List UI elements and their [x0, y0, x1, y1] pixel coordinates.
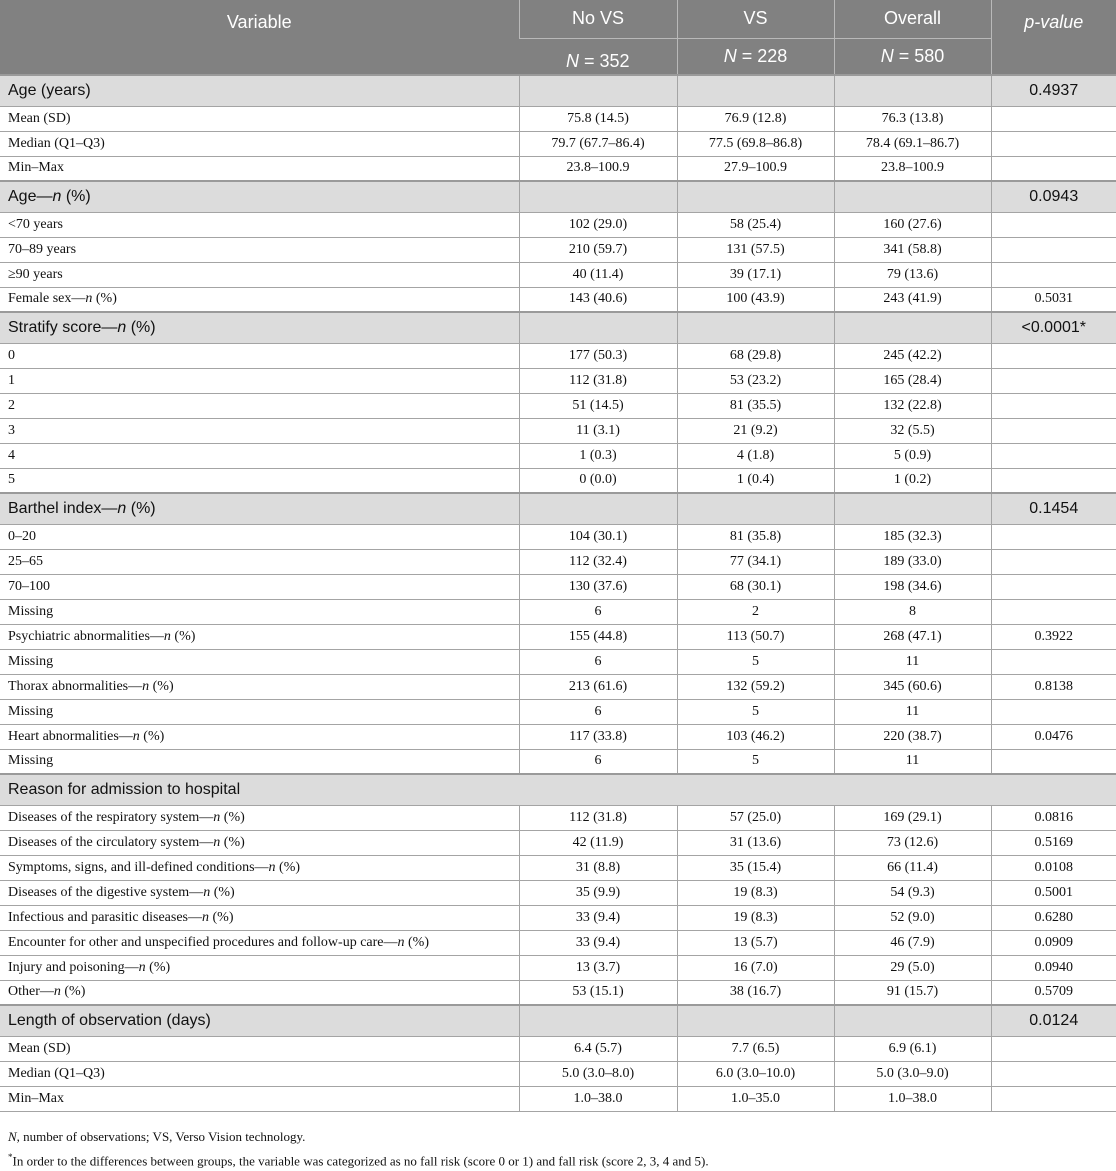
cell-vs: 81 (35.5)	[677, 393, 834, 418]
cell-p-value	[991, 418, 1116, 443]
cell-overall: 11	[834, 749, 991, 774]
cell-vs: 4 (1.8)	[677, 443, 834, 468]
cell-no-vs: 51 (14.5)	[519, 393, 677, 418]
section-empty-vs	[677, 312, 834, 343]
table-row	[0, 855, 1116, 880]
cell-overall: 189 (33.0)	[834, 549, 991, 574]
row-label: 3	[0, 418, 519, 443]
cell-p-value	[991, 212, 1116, 237]
section-row	[0, 1005, 1116, 1036]
header-group-overall: Overall	[834, 0, 991, 38]
cell-p-value	[991, 368, 1116, 393]
row-label: Thorax abnormalities—n (%)	[0, 674, 519, 699]
row-label: Missing	[0, 699, 519, 724]
cell-vs: 131 (57.5)	[677, 237, 834, 262]
row-label: ≥90 years	[0, 262, 519, 287]
section-label: Age—n (%)	[0, 181, 519, 212]
cell-vs: 81 (35.8)	[677, 524, 834, 549]
cell-vs: 39 (17.1)	[677, 262, 834, 287]
cell-overall: 76.3 (13.8)	[834, 106, 991, 131]
table-row	[0, 468, 1116, 493]
section-p-value: <0.0001*	[991, 312, 1116, 343]
cell-no-vs: 53 (15.1)	[519, 980, 677, 1005]
cell-p-value: 0.0476	[991, 724, 1116, 749]
cell-p-value: 0.3922	[991, 624, 1116, 649]
row-label: Encounter for other and unspecified procedures and follow-up care—n (%)	[0, 930, 519, 955]
row-label: Diseases of the respiratory system—n (%)	[0, 805, 519, 830]
cell-vs: 13 (5.7)	[677, 930, 834, 955]
cell-vs: 113 (50.7)	[677, 624, 834, 649]
table-row	[0, 237, 1116, 262]
cell-vs: 5	[677, 699, 834, 724]
row-label: Injury and poisoning—n (%)	[0, 955, 519, 980]
section-empty-overall	[834, 493, 991, 524]
cell-p-value	[991, 599, 1116, 624]
cell-p-value: 0.5001	[991, 880, 1116, 905]
row-label: Median (Q1–Q3)	[0, 131, 519, 156]
section-empty-no-vs	[519, 1005, 677, 1036]
cell-vs: 58 (25.4)	[677, 212, 834, 237]
section-row	[0, 75, 1116, 106]
cell-no-vs: 23.8–100.9	[519, 156, 677, 181]
section-empty-overall	[834, 181, 991, 212]
cell-vs: 21 (9.2)	[677, 418, 834, 443]
cell-p-value: 0.5709	[991, 980, 1116, 1005]
cell-overall: 345 (60.6)	[834, 674, 991, 699]
table-row	[0, 674, 1116, 699]
footnote-stratify: *In order to the differences between groups, the variable was categorized as no fall risk (score 0 or 1) and fall risk (score 2, 3, 4 and 5).	[8, 1151, 709, 1168]
row-label: <70 years	[0, 212, 519, 237]
cell-p-value	[991, 468, 1116, 493]
cell-p-value	[991, 237, 1116, 262]
cell-p-value	[991, 443, 1116, 468]
table-row	[0, 393, 1116, 418]
section-empty-overall	[834, 75, 991, 106]
section-row	[0, 493, 1116, 524]
header-group-vs: VS	[677, 0, 834, 38]
section-empty-overall	[834, 312, 991, 343]
cell-p-value: 0.8138	[991, 674, 1116, 699]
cell-p-value	[991, 574, 1116, 599]
row-label: 2	[0, 393, 519, 418]
cell-p-value	[991, 393, 1116, 418]
cell-no-vs: 5.0 (3.0–8.0)	[519, 1061, 677, 1086]
section-empty-no-vs	[519, 181, 677, 212]
cell-vs: 19 (8.3)	[677, 905, 834, 930]
cell-overall: 268 (47.1)	[834, 624, 991, 649]
cell-vs: 1.0–35.0	[677, 1086, 834, 1111]
cell-vs: 16 (7.0)	[677, 955, 834, 980]
table-row	[0, 699, 1116, 724]
header-variable: Variable	[0, 0, 519, 75]
row-label: Infectious and parasitic diseases—n (%)	[0, 905, 519, 930]
cell-overall: 245 (42.2)	[834, 343, 991, 368]
section-empty-vs	[677, 75, 834, 106]
cell-no-vs: 112 (32.4)	[519, 549, 677, 574]
row-label: Min–Max	[0, 156, 519, 181]
cell-vs: 53 (23.2)	[677, 368, 834, 393]
section-p-value: 0.0943	[991, 181, 1116, 212]
row-label: Mean (SD)	[0, 106, 519, 131]
table-row	[0, 1086, 1116, 1111]
row-label: 0	[0, 343, 519, 368]
table-row	[0, 443, 1116, 468]
section-p-value: 0.0124	[991, 1005, 1116, 1036]
cell-overall: 165 (28.4)	[834, 368, 991, 393]
table-row	[0, 262, 1116, 287]
cell-overall: 1.0–38.0	[834, 1086, 991, 1111]
section-empty-no-vs	[519, 75, 677, 106]
section-empty-overall	[834, 1005, 991, 1036]
table-row	[0, 805, 1116, 830]
header-p-value: p-value	[991, 0, 1116, 75]
table-row	[0, 574, 1116, 599]
cell-vs: 31 (13.6)	[677, 830, 834, 855]
cell-no-vs: 112 (31.8)	[519, 368, 677, 393]
cell-no-vs: 11 (3.1)	[519, 418, 677, 443]
row-label: Heart abnormalities—n (%)	[0, 724, 519, 749]
table-row	[0, 549, 1116, 574]
cell-p-value	[991, 549, 1116, 574]
cell-vs: 103 (46.2)	[677, 724, 834, 749]
cell-no-vs: 213 (61.6)	[519, 674, 677, 699]
table-row	[0, 156, 1116, 181]
table-header	[0, 0, 1116, 75]
cell-overall: 132 (22.8)	[834, 393, 991, 418]
cell-overall: 5.0 (3.0–9.0)	[834, 1061, 991, 1086]
cell-overall: 169 (29.1)	[834, 805, 991, 830]
table-row	[0, 980, 1116, 1005]
cell-vs: 2	[677, 599, 834, 624]
table-row	[0, 955, 1116, 980]
row-label: 0–20	[0, 524, 519, 549]
cell-vs: 57 (25.0)	[677, 805, 834, 830]
cell-overall: 5 (0.9)	[834, 443, 991, 468]
table-row	[0, 905, 1116, 930]
section-empty-vs	[677, 493, 834, 524]
cell-p-value	[991, 1086, 1116, 1111]
row-label: Min–Max	[0, 1086, 519, 1111]
cell-overall: 23.8–100.9	[834, 156, 991, 181]
cell-no-vs: 75.8 (14.5)	[519, 106, 677, 131]
header-n-vs: N = 228	[677, 38, 834, 75]
row-label: Other—n (%)	[0, 980, 519, 1005]
table-row	[0, 212, 1116, 237]
row-label: Missing	[0, 649, 519, 674]
cell-overall: 91 (15.7)	[834, 980, 991, 1005]
section-label: Reason for admission to hospital	[0, 774, 1116, 805]
cell-overall: 54 (9.3)	[834, 880, 991, 905]
row-label: Female sex—n (%)	[0, 287, 519, 312]
cell-overall: 6.9 (6.1)	[834, 1036, 991, 1061]
cell-p-value	[991, 524, 1116, 549]
table-row	[0, 830, 1116, 855]
cell-p-value: 0.6280	[991, 905, 1116, 930]
cell-vs: 38 (16.7)	[677, 980, 834, 1005]
row-label: Mean (SD)	[0, 1036, 519, 1061]
table-row	[0, 624, 1116, 649]
section-label: Length of observation (days)	[0, 1005, 519, 1036]
cell-no-vs: 117 (33.8)	[519, 724, 677, 749]
cell-overall: 11	[834, 649, 991, 674]
table-body	[0, 75, 1116, 1111]
cell-no-vs: 1.0–38.0	[519, 1086, 677, 1111]
section-label: Barthel index—n (%)	[0, 493, 519, 524]
cell-no-vs: 210 (59.7)	[519, 237, 677, 262]
table-row	[0, 106, 1116, 131]
table-row	[0, 749, 1116, 774]
header-n-no-vs: N = 352	[519, 38, 677, 75]
cell-vs: 27.9–100.9	[677, 156, 834, 181]
row-label: 4	[0, 443, 519, 468]
table-row	[0, 368, 1116, 393]
cell-no-vs: 13 (3.7)	[519, 955, 677, 980]
table-row	[0, 930, 1116, 955]
row-label: Diseases of the digestive system—n (%)	[0, 880, 519, 905]
cell-overall: 243 (41.9)	[834, 287, 991, 312]
cell-p-value	[991, 1036, 1116, 1061]
cell-overall: 52 (9.0)	[834, 905, 991, 930]
cell-p-value	[991, 343, 1116, 368]
table-row	[0, 418, 1116, 443]
section-row	[0, 312, 1116, 343]
cell-vs: 100 (43.9)	[677, 287, 834, 312]
cell-overall: 46 (7.9)	[834, 930, 991, 955]
cell-overall: 73 (12.6)	[834, 830, 991, 855]
row-label: 70–89 years	[0, 237, 519, 262]
cell-no-vs: 6	[519, 699, 677, 724]
table-row	[0, 880, 1116, 905]
section-row	[0, 774, 1116, 805]
row-label: 5	[0, 468, 519, 493]
cell-p-value: 0.0816	[991, 805, 1116, 830]
row-label: Symptoms, signs, and ill-defined conditions—n (%)	[0, 855, 519, 880]
cell-no-vs: 6	[519, 749, 677, 774]
cell-no-vs: 112 (31.8)	[519, 805, 677, 830]
cell-no-vs: 40 (11.4)	[519, 262, 677, 287]
cell-no-vs: 42 (11.9)	[519, 830, 677, 855]
section-label: Stratify score—n (%)	[0, 312, 519, 343]
row-label: 1	[0, 368, 519, 393]
cell-overall: 220 (38.7)	[834, 724, 991, 749]
cell-no-vs: 155 (44.8)	[519, 624, 677, 649]
table-row	[0, 287, 1116, 312]
cell-vs: 132 (59.2)	[677, 674, 834, 699]
table-row	[0, 1061, 1116, 1086]
cell-vs: 77.5 (69.8–86.8)	[677, 131, 834, 156]
table-row	[0, 131, 1116, 156]
section-row	[0, 181, 1116, 212]
table-row	[0, 524, 1116, 549]
cell-overall: 8	[834, 599, 991, 624]
section-empty-vs	[677, 181, 834, 212]
table-row	[0, 1036, 1116, 1061]
cell-p-value	[991, 131, 1116, 156]
cell-vs: 5	[677, 749, 834, 774]
row-label: Missing	[0, 599, 519, 624]
cell-overall: 160 (27.6)	[834, 212, 991, 237]
cell-no-vs: 35 (9.9)	[519, 880, 677, 905]
cell-vs: 19 (8.3)	[677, 880, 834, 905]
cell-no-vs: 6.4 (5.7)	[519, 1036, 677, 1061]
table-footnotes	[0, 1126, 1116, 1171]
cell-vs: 77 (34.1)	[677, 549, 834, 574]
cell-p-value	[991, 262, 1116, 287]
cell-vs: 76.9 (12.8)	[677, 106, 834, 131]
header-n-overall: N = 580	[834, 38, 991, 75]
cell-no-vs: 33 (9.4)	[519, 930, 677, 955]
footnote-abbreviations: N, number of observations; VS, Verso Vision technology.	[8, 1128, 306, 1144]
cell-vs: 68 (30.1)	[677, 574, 834, 599]
cell-overall: 66 (11.4)	[834, 855, 991, 880]
cell-vs: 1 (0.4)	[677, 468, 834, 493]
cell-p-value: 0.5031	[991, 287, 1116, 312]
section-p-value: 0.4937	[991, 75, 1116, 106]
section-empty-no-vs	[519, 312, 677, 343]
cell-p-value: 0.0940	[991, 955, 1116, 980]
cell-p-value	[991, 156, 1116, 181]
section-label: Age (years)	[0, 75, 519, 106]
cell-p-value	[991, 649, 1116, 674]
row-label: 70–100	[0, 574, 519, 599]
cell-overall: 29 (5.0)	[834, 955, 991, 980]
cell-p-value: 0.0909	[991, 930, 1116, 955]
cell-overall: 32 (5.5)	[834, 418, 991, 443]
row-label: Psychiatric abnormalities—n (%)	[0, 624, 519, 649]
row-label: Missing	[0, 749, 519, 774]
row-label: Median (Q1–Q3)	[0, 1061, 519, 1086]
cell-overall: 78.4 (69.1–86.7)	[834, 131, 991, 156]
cell-vs: 5	[677, 649, 834, 674]
cell-no-vs: 6	[519, 599, 677, 624]
cell-p-value: 0.5169	[991, 830, 1116, 855]
cell-no-vs: 6	[519, 649, 677, 674]
cell-no-vs: 1 (0.3)	[519, 443, 677, 468]
table-row	[0, 649, 1116, 674]
cell-overall: 341 (58.8)	[834, 237, 991, 262]
cell-overall: 11	[834, 699, 991, 724]
cell-no-vs: 130 (37.6)	[519, 574, 677, 599]
cell-no-vs: 0 (0.0)	[519, 468, 677, 493]
cell-overall: 185 (32.3)	[834, 524, 991, 549]
cell-p-value	[991, 699, 1116, 724]
row-label: 25–65	[0, 549, 519, 574]
cell-overall: 198 (34.6)	[834, 574, 991, 599]
cell-no-vs: 177 (50.3)	[519, 343, 677, 368]
cell-no-vs: 33 (9.4)	[519, 905, 677, 930]
cell-no-vs: 79.7 (67.7–86.4)	[519, 131, 677, 156]
table-row	[0, 724, 1116, 749]
cell-vs: 7.7 (6.5)	[677, 1036, 834, 1061]
cell-no-vs: 31 (8.8)	[519, 855, 677, 880]
table-row	[0, 343, 1116, 368]
cell-p-value	[991, 749, 1116, 774]
cell-overall: 79 (13.6)	[834, 262, 991, 287]
cell-vs: 68 (29.8)	[677, 343, 834, 368]
cell-p-value: 0.0108	[991, 855, 1116, 880]
cell-no-vs: 104 (30.1)	[519, 524, 677, 549]
cell-vs: 6.0 (3.0–10.0)	[677, 1061, 834, 1086]
table-row	[0, 599, 1116, 624]
cell-no-vs: 143 (40.6)	[519, 287, 677, 312]
header-group-no-vs: No VS	[519, 0, 677, 38]
cell-no-vs: 102 (29.0)	[519, 212, 677, 237]
row-label: Diseases of the circulatory system—n (%)	[0, 830, 519, 855]
section-empty-vs	[677, 1005, 834, 1036]
section-p-value: 0.1454	[991, 493, 1116, 524]
cell-p-value	[991, 1061, 1116, 1086]
cell-overall: 1 (0.2)	[834, 468, 991, 493]
cell-p-value	[991, 106, 1116, 131]
cell-vs: 35 (15.4)	[677, 855, 834, 880]
section-empty-no-vs	[519, 493, 677, 524]
